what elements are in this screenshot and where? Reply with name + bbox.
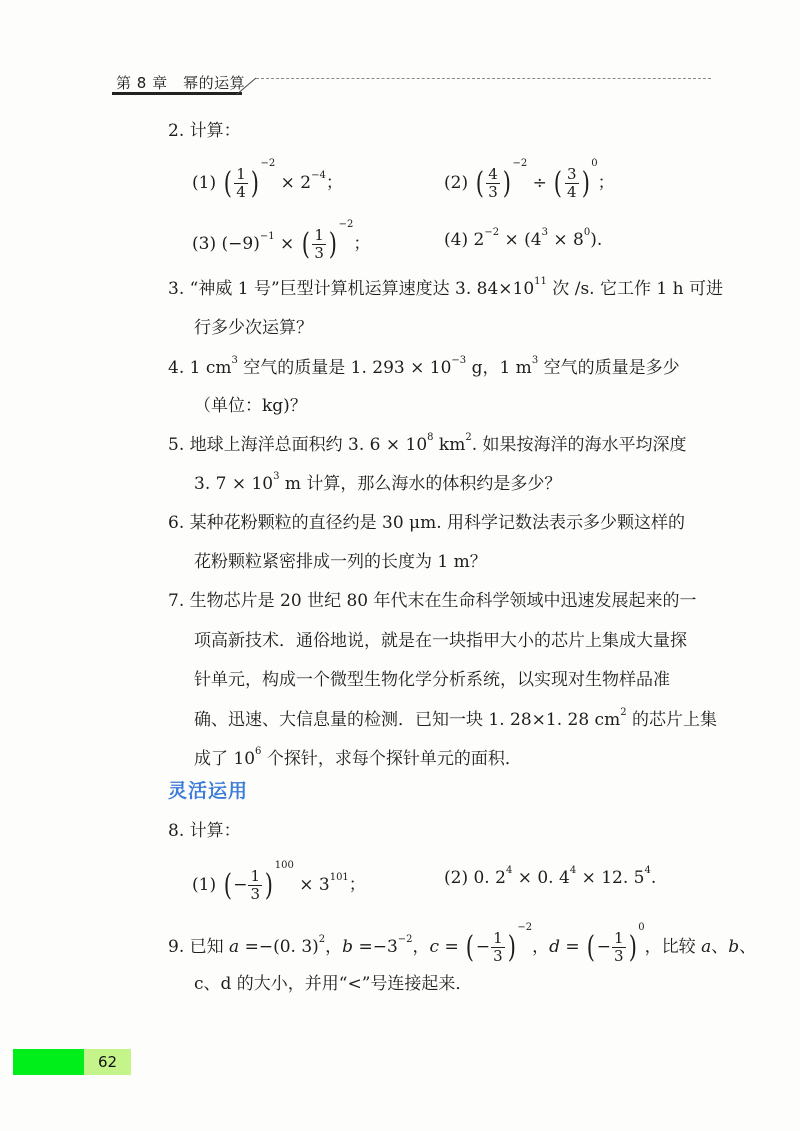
problem-7-line-4: 确、迅速、大信息量的检测．已知一块 1. 28×1. 28 $cm^2$ 的芯片上集 xyxy=(194,707,717,730)
problem-5-line-1: 5. 地球上海洋总面积约 3. $6 \times 10^8$ $km^2$. 如果按海洋的海水平均深度 xyxy=(168,432,687,455)
problem-9-line-1: 9. 已知 a =−(0. 3)$^2$，$b =-3^{-2}$，c = ( − $\frac{1}{3}$ )$^{-2}$，d = ( − $\frac{1}{3}$ )$^0$，比较 a、b、 xyxy=(168,922,757,965)
problem-8-label: 8. 计算： xyxy=(168,821,241,841)
page-header xyxy=(0,0,800,100)
problem-3-line-1: 3. “神威 1 号”巨型计算机运算速度达 3. $84\times 10^{11}$ 次 /s. 它工作 1 h 可进 xyxy=(168,276,723,299)
problem-2-part-2: (2) ( $\frac{4}{3}$ )$^{-2}$ ÷ ( $\frac{3}{4}$ )$^0$； xyxy=(444,158,615,201)
problem-6-line-2: 花粉颗粒紧密排成一列的长度为 1 m？ xyxy=(194,552,487,572)
problem-2-part-3: (3) $(-9)^{-1}$ × ( $\frac{1}{3}$ )$^{-2}$； xyxy=(192,219,371,262)
problem-2-part-4: (4) $2^{-2} \times (4^3 \times 8^0)$. xyxy=(444,227,603,250)
page-number: 62 xyxy=(97,1053,118,1071)
problem-5-line-2: 3. $7 \times 10^3$ m 计算，那么海水的体积约是多少？ xyxy=(194,471,562,494)
problem-8-part-2: (2) 0. $2^4 \times 0$. $4^4 \times 12$. $5^4$. xyxy=(444,865,657,888)
problem-7-line-1: 7. 生物芯片是 20 世纪 80 年代末在生命科学领域中迅速发展起来的一 xyxy=(168,591,697,611)
problem-8-part-1: (1) ( − $\frac{1}{3}$ )$^{100} \times 3^{101}$； xyxy=(192,860,366,903)
chapter-title: 第 8 章 幂的运算 xyxy=(116,74,246,92)
problem-7-line-5: 成了 $10^6$ 个探针，求每个探针单元的面积． xyxy=(194,746,522,769)
header-dashed-line xyxy=(256,78,711,79)
problem-3-line-2: 行多少次运算？ xyxy=(194,318,313,338)
problem-6-line-1: 6. 某种花粉颗粒的直径约是 30 μm. 用科学记数法表示多少颗这样的 xyxy=(168,513,686,533)
problem-4-line-2: （单位：kg)？ xyxy=(194,396,307,416)
problem-7-line-2: 项高新技术．通俗地说，就是在一块指甲大小的芯片上集成大量探 xyxy=(194,631,687,651)
problem-2-part-1: (1) ( $\frac{1}{4}$ )$^{-2} \times 2^{-4}$； xyxy=(192,158,343,201)
header-slash-decoration xyxy=(234,76,258,96)
problem-9-line-2: c、d 的大小，并用“<”号连接起来． xyxy=(194,974,473,994)
header-rule xyxy=(112,92,242,95)
problem-4-line-1: 4. 1 $cm^3$ 空气的质量是 1. $293 \times 10^{-3}$ g，1 $m^3$ 空气的质量是多少 xyxy=(168,355,680,378)
problem-7-line-3: 针单元，构成一个微型生物化学分析系统，以实现对生物样品准 xyxy=(194,670,670,690)
problem-2-label: 2. 计算： xyxy=(168,121,241,141)
section-heading: 灵活运用 xyxy=(168,780,249,802)
